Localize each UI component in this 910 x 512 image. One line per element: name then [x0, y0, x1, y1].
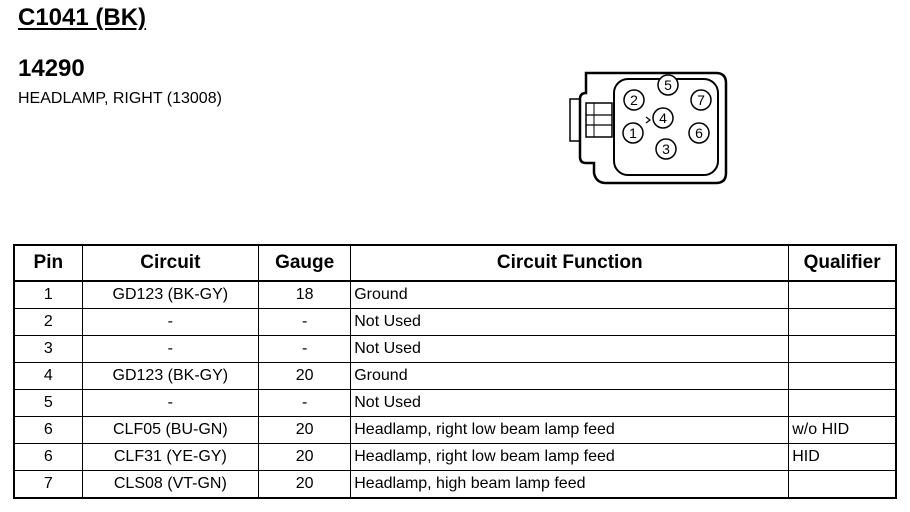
cell-pin: 4 [14, 363, 82, 390]
pin-cavity [623, 123, 643, 143]
table-row [14, 363, 896, 390]
cell-gauge: 18 [259, 281, 351, 309]
pin-label: 5 [664, 77, 672, 93]
pin-label: 6 [695, 125, 703, 141]
cell-qualifier [789, 281, 896, 309]
table-header-row [14, 245, 896, 281]
table-row [14, 281, 896, 309]
table-row [14, 471, 896, 499]
cell-pin: 6 [14, 444, 82, 471]
pin-label: 4 [659, 110, 667, 126]
cell-gauge: 20 [259, 471, 351, 499]
header-circuit: Circuit [82, 245, 258, 281]
cell-circuit: CLF05 (BU-GN) [82, 417, 258, 444]
pin-label: 2 [630, 92, 638, 108]
pin-cavity [658, 75, 678, 95]
cell-function: Not Used [351, 336, 789, 363]
pin-label: 1 [629, 125, 637, 141]
table-row [14, 417, 896, 444]
cell-qualifier [789, 309, 896, 336]
connector-title: C1041 (BK) [18, 4, 147, 31]
cell-qualifier: HID [789, 444, 896, 471]
cell-gauge: - [259, 390, 351, 417]
cell-pin: 7 [14, 471, 82, 499]
cell-circuit: CLF31 (YE-GY) [82, 444, 258, 471]
cell-gauge: 20 [259, 363, 351, 390]
cell-gauge: - [259, 336, 351, 363]
pin-cavity [656, 139, 676, 159]
cell-pin: 2 [14, 309, 82, 336]
header-gauge: Gauge [259, 245, 351, 281]
pin-cavity [653, 108, 673, 128]
cell-qualifier [789, 363, 896, 390]
pin-label: 7 [697, 92, 705, 108]
cell-circuit: GD123 (BK-GY) [82, 363, 258, 390]
cell-qualifier: w/o HID [789, 417, 896, 444]
cell-pin: 6 [14, 417, 82, 444]
cell-gauge: 20 [259, 444, 351, 471]
header-circuit-function: Circuit Function [351, 245, 789, 281]
table-row [14, 444, 896, 471]
cell-pin: 3 [14, 336, 82, 363]
table-row [14, 309, 896, 336]
cell-pin: 5 [14, 390, 82, 417]
cell-function: Headlamp, right low beam lamp feed [351, 444, 789, 471]
cell-function: Headlamp, high beam lamp feed [351, 471, 789, 499]
cell-qualifier [789, 390, 896, 417]
part-description: HEADLAMP, RIGHT (13008) [18, 90, 222, 107]
cell-qualifier [789, 336, 896, 363]
pin-cavity [624, 90, 644, 110]
cell-circuit: - [82, 309, 258, 336]
pin-cavity [691, 90, 711, 110]
pin-cavity [689, 123, 709, 143]
part-number: 14290 [18, 55, 85, 82]
cell-circuit: - [82, 390, 258, 417]
connector-face-diagram [566, 63, 730, 193]
cell-function: Not Used [351, 309, 789, 336]
table-row [14, 390, 896, 417]
cell-circuit: GD123 (BK-GY) [82, 281, 258, 309]
cell-function: Not Used [351, 390, 789, 417]
cell-gauge: 20 [259, 417, 351, 444]
header-qualifier: Qualifier [789, 245, 896, 281]
table-row [14, 336, 896, 363]
cell-function: Ground [351, 363, 789, 390]
cell-function: Headlamp, right low beam lamp feed [351, 417, 789, 444]
cell-gauge: - [259, 309, 351, 336]
cell-pin: 1 [14, 281, 82, 309]
pin-label: 3 [662, 141, 670, 157]
header-pin: Pin [14, 245, 82, 281]
cell-circuit: - [82, 336, 258, 363]
cell-qualifier [789, 471, 896, 499]
pinout-table [13, 244, 897, 499]
cell-function: Ground [351, 281, 789, 309]
cell-circuit: CLS08 (VT-GN) [82, 471, 258, 499]
